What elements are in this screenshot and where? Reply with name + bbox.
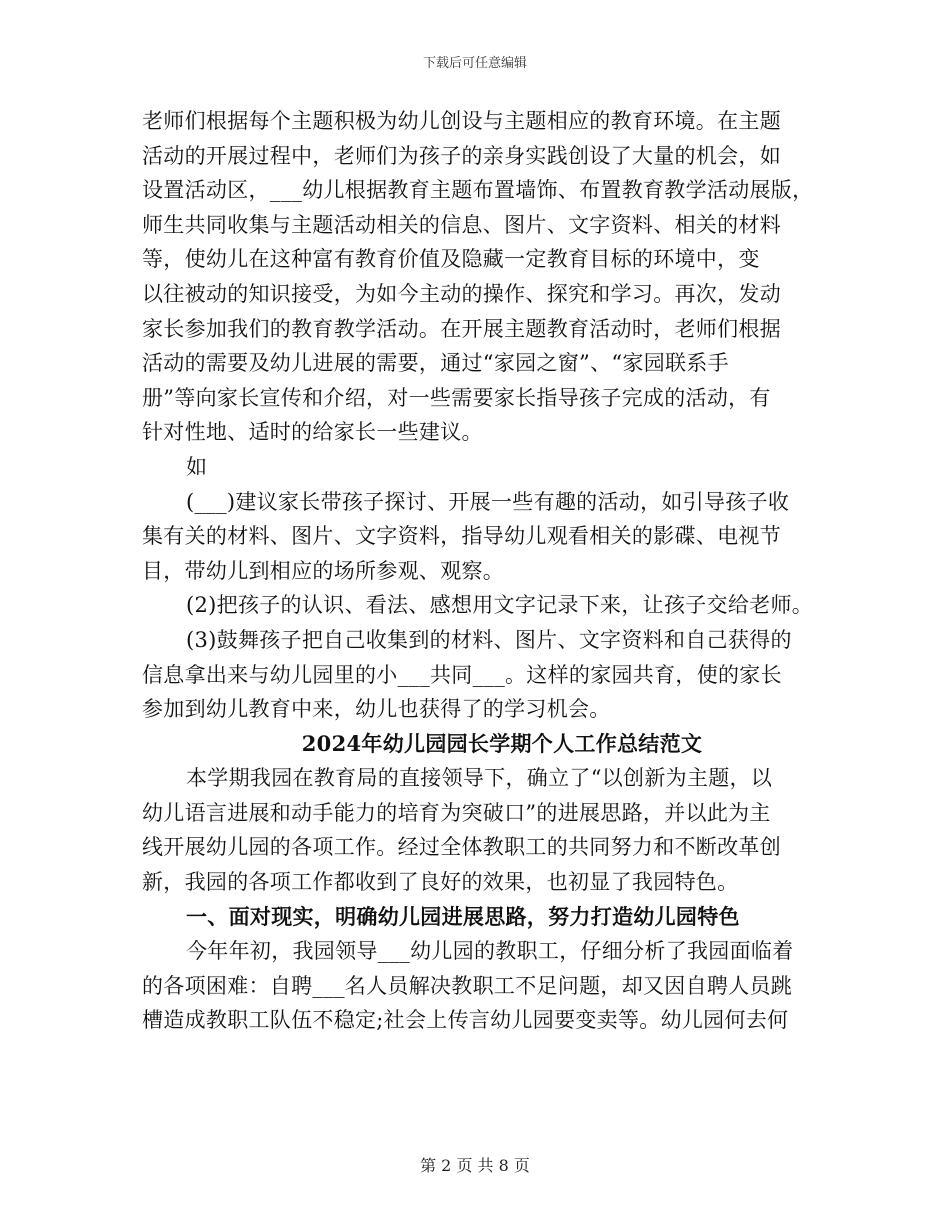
section-title: 2024年幼儿园园长学期个人工作总结范文 bbox=[301, 730, 703, 756]
text-line: 师生共同收集与主题活动相关的信息、图片、文字资料、相关的材料 bbox=[142, 212, 781, 237]
document-body bbox=[142, 104, 822, 1038]
text-line: 槽造成教职工队伍不稳定;社会上传言幼儿园要变卖等。幼儿园何去何 bbox=[142, 1008, 789, 1033]
page-footer: 第 2 页 共 8 页 bbox=[420, 1156, 530, 1175]
text-line: 设置活动区，___幼儿根据教育主题布置墙饰、布置教育教学活动展版， bbox=[142, 178, 814, 203]
text-line: 线开展幼儿园的各项工作。经过全体教职工的共同努力和不断改革创 bbox=[142, 835, 781, 860]
text-line: 参加到幼儿教育中来，幼儿也获得了的学习机会。 bbox=[142, 697, 611, 722]
text-line: 新，我园的各项工作都收到了良好的效果，也初显了我园特色。 bbox=[142, 870, 739, 895]
text-line: 活动的开展过程中，老师们为孩子的亲身实践创设了大量的机会，如 bbox=[142, 143, 781, 168]
section-heading: 一、面对现实，明确幼儿园进展思路，努力打造幼儿园特色 bbox=[186, 903, 740, 929]
text-line: (3)鼓舞孩子把自己收集到的材料、图片、文字资料和自己获得的 bbox=[186, 627, 792, 652]
text-line: 如 bbox=[186, 454, 208, 479]
text-line: 等，使幼儿在这种富有教育价值及隐藏一定教育目标的环境中，变 bbox=[142, 247, 760, 272]
text-line: 活动的需要及幼儿进展的需要，通过“家园之窗”、“家园联系手 bbox=[142, 351, 729, 376]
text-line: 信息拿出来与幼儿园里的小___共同___。这样的家园共育，使的家长 bbox=[142, 662, 782, 687]
text-line: 以往被动的知识接受，为如今主动的操作、探究和学习。再次，发动 bbox=[142, 281, 781, 306]
text-line: 老师们根据每个主题积极为幼儿创设与主题相应的教育环境。在主题 bbox=[142, 109, 781, 133]
text-line: 目，带幼儿到相应的场所参观、观察。 bbox=[142, 558, 505, 583]
text-line: (2)把孩子的认识、看法、感想用文字记录下来，让孩子交给老师。 bbox=[186, 593, 814, 618]
text-line: 本学期我园在教育局的直接领导下，确立了“以创新为主题，以 bbox=[186, 766, 773, 791]
text-line: 今年年初，我园领导___幼儿园的教职工，仔细分析了我园面临着 bbox=[186, 939, 794, 964]
page-header: 下载后可任意编辑 bbox=[422, 56, 527, 71]
text-line: 册”等向家长宣传和介绍，对一些需要家长指导孩子完成的活动，有 bbox=[142, 385, 771, 410]
text-line: 针对性地、适时的给家长一些建议。 bbox=[142, 420, 483, 445]
text-line: 幼儿语言进展和动手能力的培育为突破口”的进展思路，并以此为主 bbox=[142, 800, 771, 825]
text-line: (___)建议家长带孩子探讨、开展一些有趣的活动，如引导孩子收 bbox=[186, 489, 790, 514]
text-line: 家长参加我们的教育教学活动。在开展主题教育活动时，老师们根据 bbox=[142, 316, 781, 341]
text-line: 集有关的材料、图片、文字资料，指导幼儿观看相关的影碟、电视节 bbox=[142, 524, 781, 549]
text-line: 的各项困难：自聘___名人员解决教职工不足问题，却又因自聘人员跳 bbox=[142, 973, 793, 998]
